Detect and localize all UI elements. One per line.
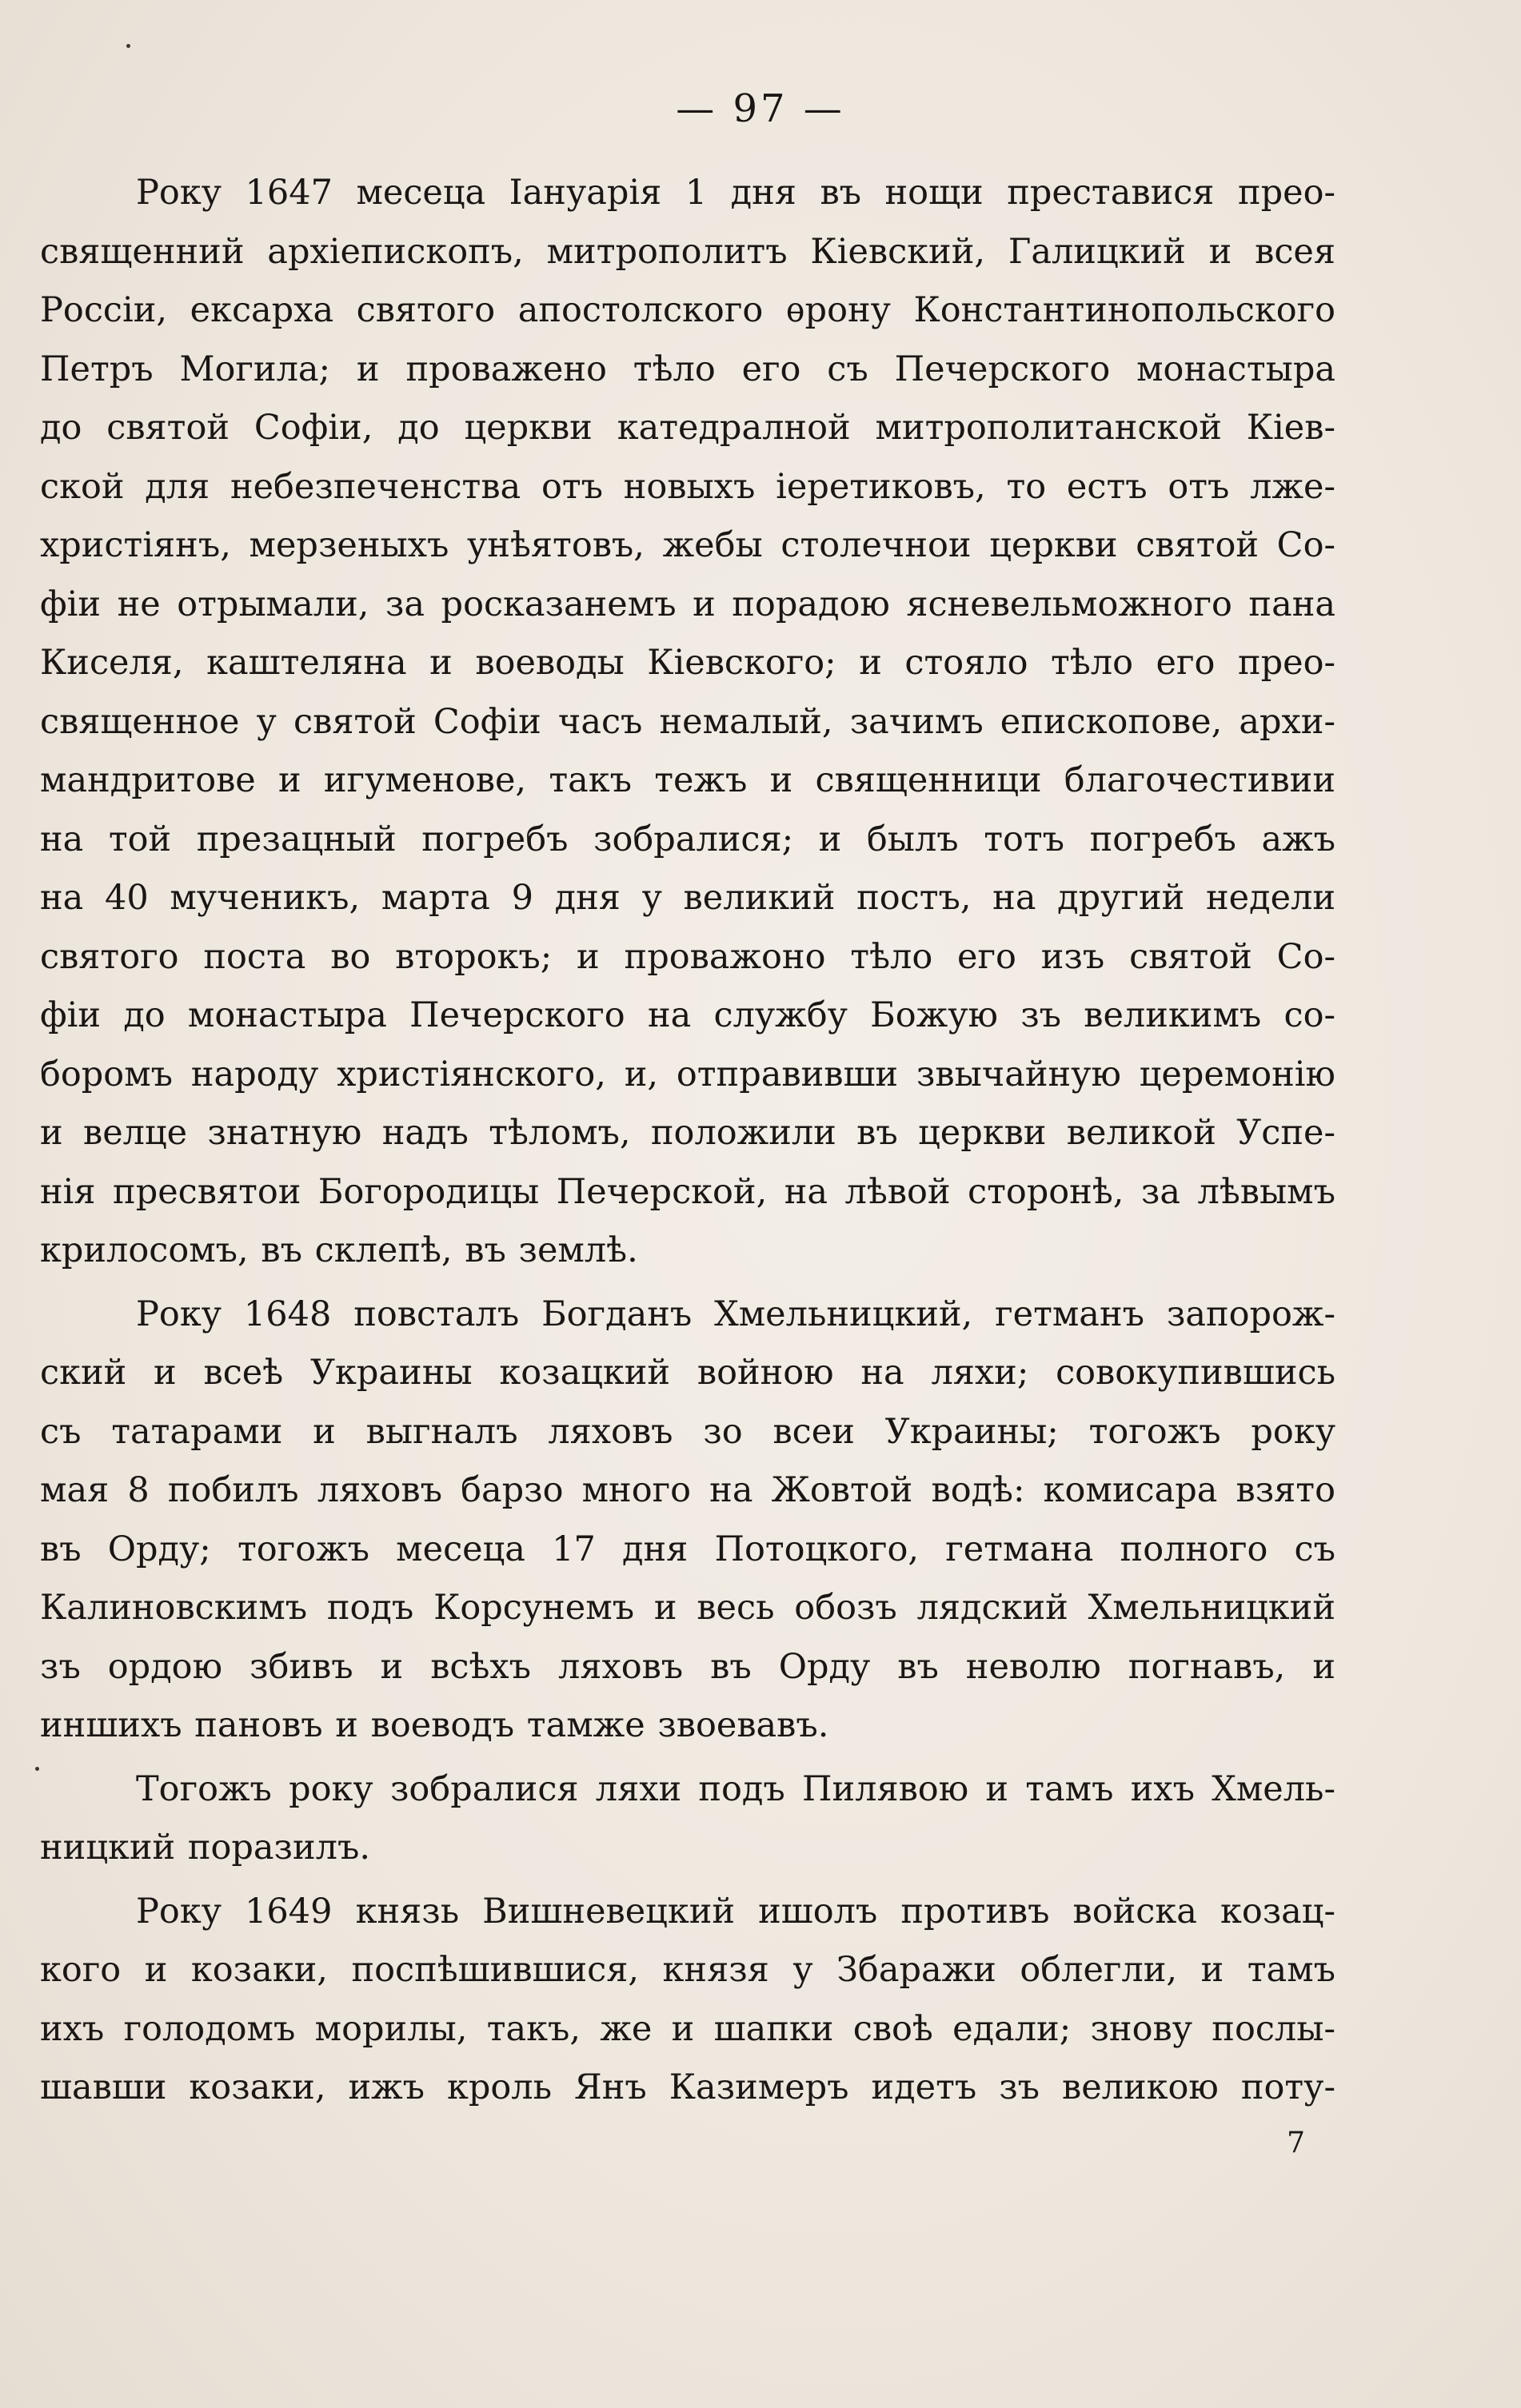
text-line: Киселя, каштеляна и воеводы Кіевского; и стояло тѣло его прео-	[40, 643, 1335, 683]
body-text	[40, 164, 1335, 2118]
text-line: Россіи, ексарха святого апостолского ѳрону Константинопольского	[40, 290, 1335, 330]
text-line: кого и козаки, поспѣшившися, князя у Збаражи облегли, и тамъ	[40, 1950, 1335, 1990]
text-line: Року 1649 князь Вишневецкий ишолъ противъ войска козац-	[136, 1891, 1335, 1932]
text-line: фіи не отрымали, за росказанемъ и порадою ясневельможного пана	[40, 584, 1335, 624]
text-line: ихъ голодомъ морилы, такъ, же и шапки своѣ едали; знову послы-	[40, 2008, 1335, 2049]
text-line: ницкий поразилъ.	[40, 1828, 370, 1868]
text-line: на 40 мученикъ, марта 9 дня у великий постъ, на другий недели	[40, 878, 1335, 918]
text-line: иншихъ пановъ и воеводъ тамже звоевавъ.	[40, 1705, 829, 1745]
text-line: Калиновскимъ подъ Корсунемъ и весь обозъ лядский Хмельницкий	[40, 1588, 1335, 1628]
text-line: и велце знатную надъ тѣломъ, положили въ церкви великой Успе-	[40, 1113, 1335, 1153]
text-line: фіи до монастыра Печерского на службу Божую зъ великимъ со-	[40, 995, 1335, 1035]
text-line: ской для небезпеченства отъ новыхъ іеретиковъ, то естъ отъ лже-	[40, 466, 1335, 507]
text-line: крилосомъ, въ склепѣ, въ землѣ.	[40, 1230, 638, 1270]
text-line: нія пресвятои Богородицы Печерской, на лѣвой сторонѣ, за лѣвымъ	[40, 1171, 1335, 1212]
text-line: ский и всеѣ Украины козацкий войною на ляхи; совокупившись	[40, 1353, 1335, 1393]
paragraph-1647	[40, 164, 1335, 1281]
text-line: шавши козаки, ижъ кроль Янъ Казимеръ идетъ зъ великою поту-	[40, 2067, 1335, 2107]
paragraph-1649	[40, 1883, 1335, 2118]
print-speck	[35, 1767, 39, 1771]
text-line: зъ ордою збивъ и всѣхъ ляховъ въ Орду въ неволю погнавъ, и	[40, 1646, 1335, 1687]
text-line: священное у святой Софіи часъ немалый, зачимъ епископове, архи-	[40, 701, 1335, 742]
text-line: мая 8 побилъ ляховъ барзо много на Жовтой водѣ: комисара взято	[40, 1470, 1335, 1510]
text-line: Року 1648 повсталъ Богданъ Хмельницкий, гетманъ запорож-	[136, 1294, 1335, 1334]
text-line: Петръ Могила; и проважено тѣло его съ Печерского монастыра	[40, 349, 1335, 389]
paragraph-pylyava	[40, 1760, 1335, 1878]
text-line: священний архіепископъ, митрополитъ Кіевский, Галицкий и всея	[40, 231, 1335, 272]
text-line: Року 1647 месеца Іануарія 1 дня въ нощи преставися прео-	[136, 173, 1335, 213]
text-line: святого поста во второкъ; и проважоно тѣло его изъ святой Со-	[40, 936, 1335, 977]
print-speck	[126, 44, 130, 48]
signature-mark: 7	[1287, 2127, 1305, 2159]
text-line: христіянъ, мерзеныхъ унѣятовъ, жебы столечнои церкви святой Со-	[40, 525, 1335, 565]
paragraph-1648	[40, 1286, 1335, 1756]
text-line: мандритове и игуменове, такъ тежъ и священници благочестивии	[40, 760, 1335, 800]
text-line: Тогожъ року зобралися ляхи подъ Пилявою и тамъ ихъ Хмель-	[136, 1768, 1335, 1809]
text-line: въ Орду; тогожъ месеца 17 дня Потоцкого, гетмана полного съ	[40, 1529, 1335, 1569]
text-line: на той презацный погребъ зобралися; и былъ тотъ погребъ ажъ	[40, 819, 1335, 859]
page-number-header: — 97 —	[676, 86, 845, 131]
text-line: до святой Софіи, до церкви катедралной митрополитанской Кіев-	[40, 408, 1335, 448]
text-line: боромъ народу христіянского, и, отправивши звычайную церемонію	[40, 1054, 1335, 1094]
text-line: съ татарами и выгналъ ляховъ зо всеи Украины; тогожъ року	[40, 1411, 1335, 1452]
